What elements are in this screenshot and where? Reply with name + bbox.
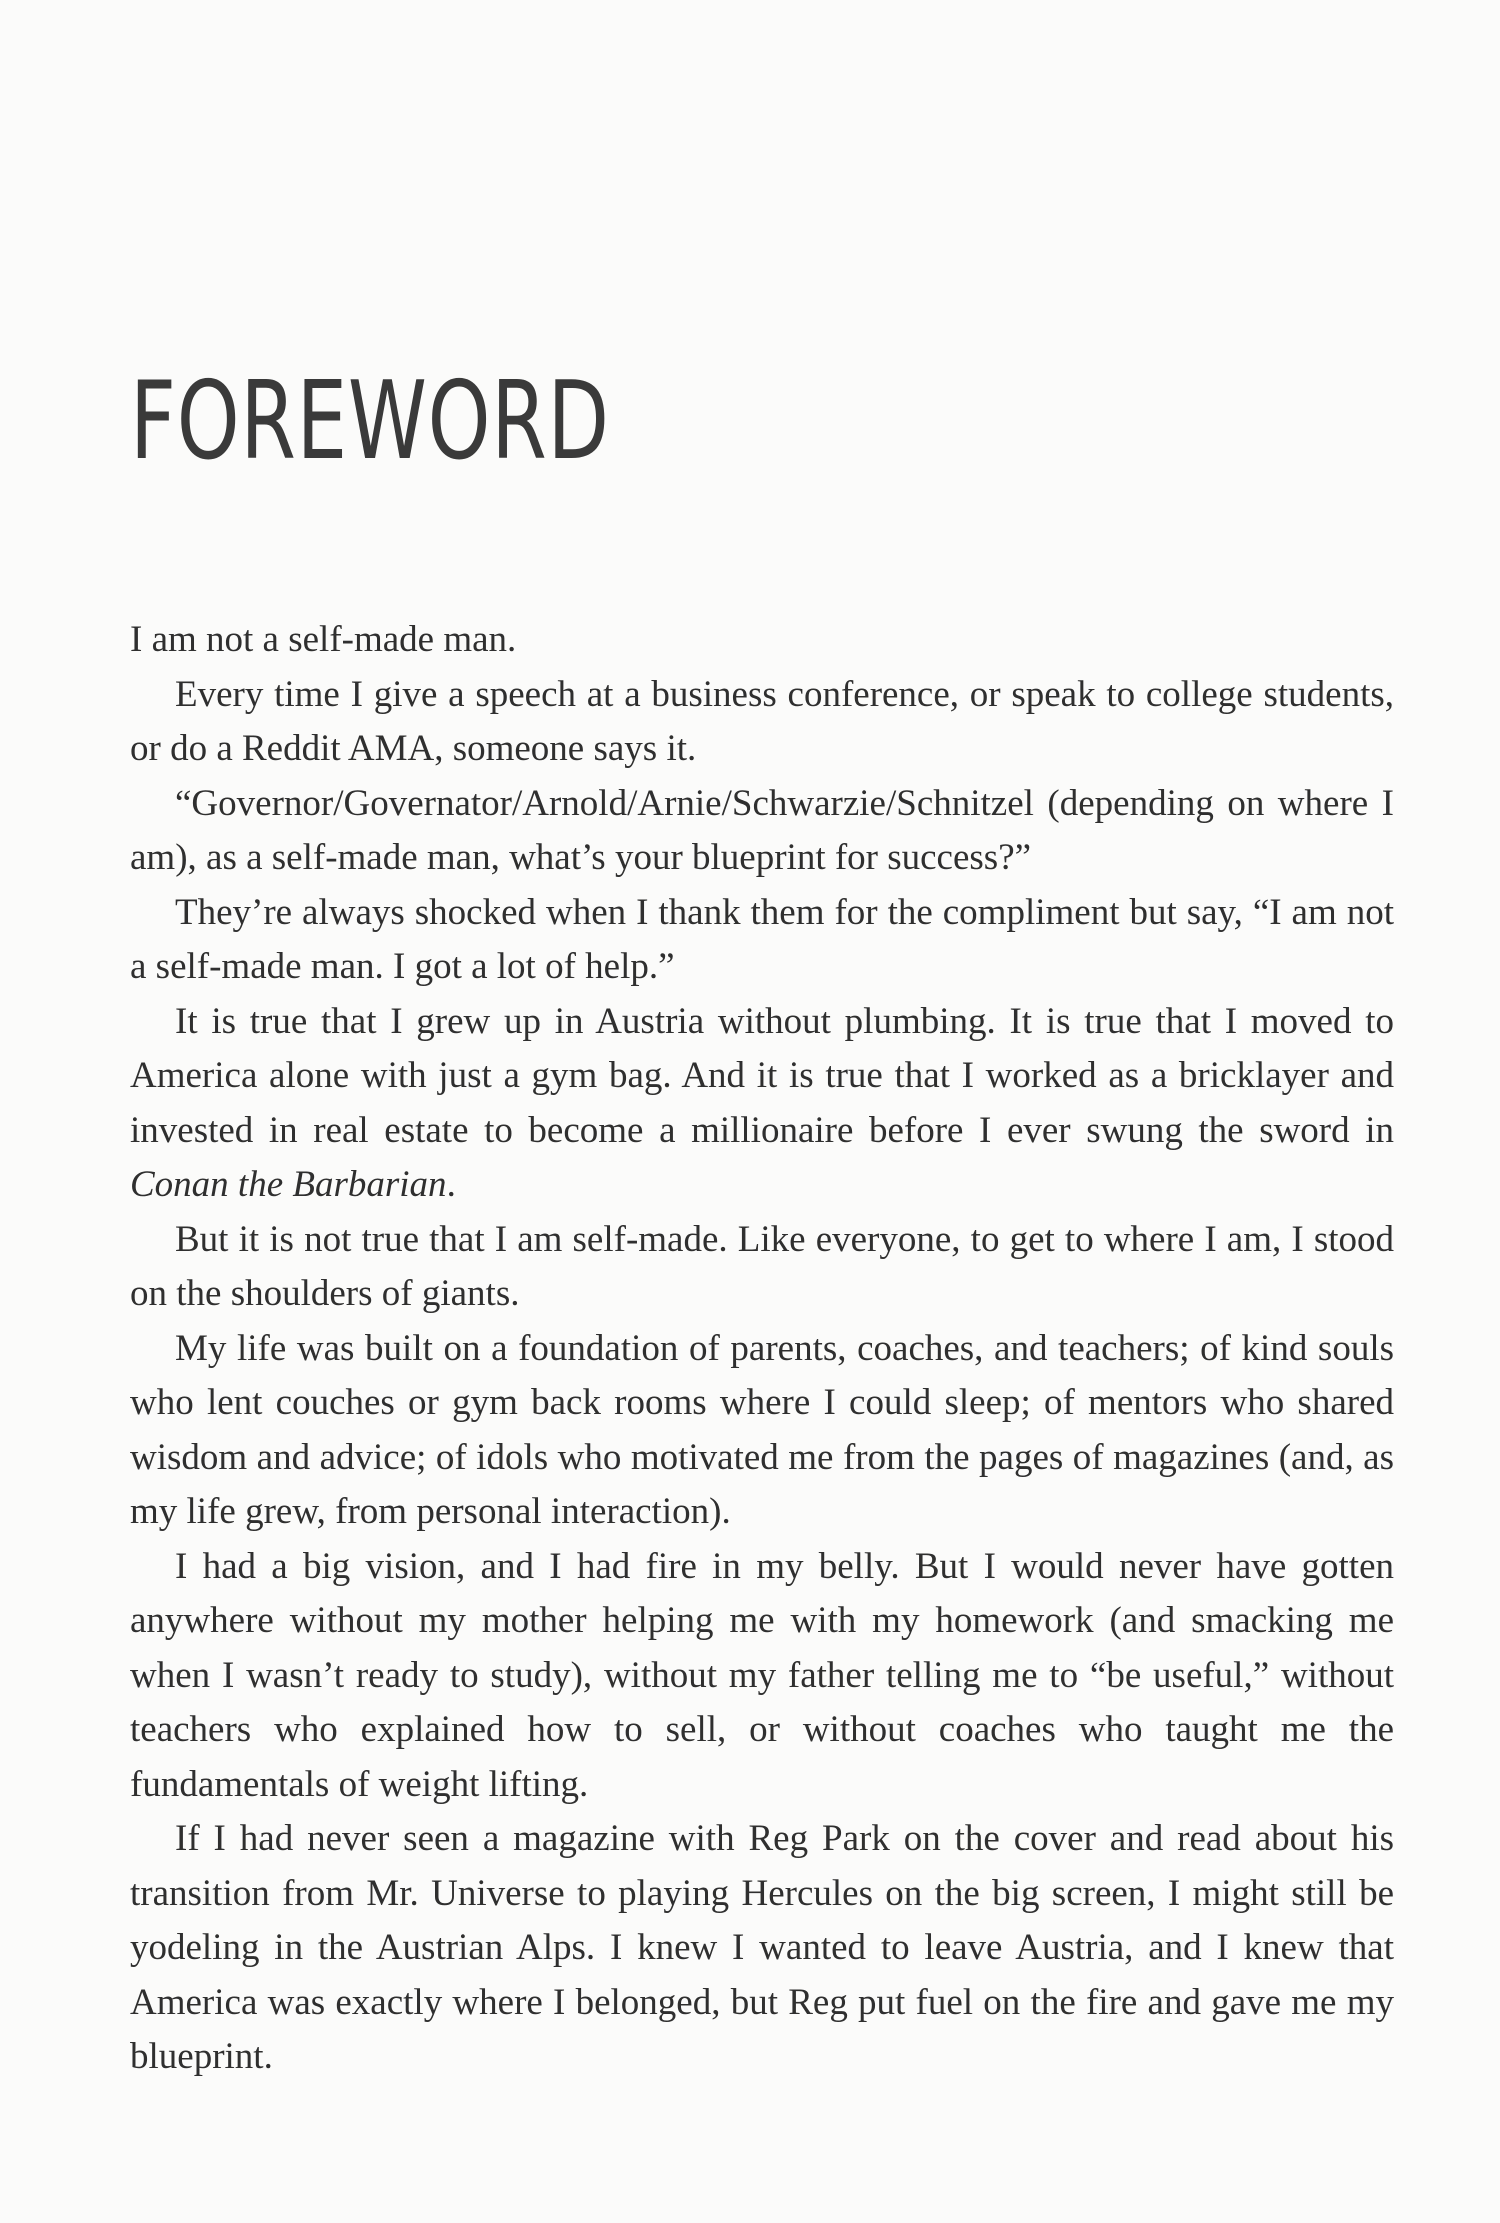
paragraph-text: It is true that I grew up in Austria without plumbing. It is true that I moved to America alone with just a gym bag. And it is true that I worked as a bricklayer and invested in real estate to become a millionaire before I ever swung the sword in <box>130 1000 1394 1151</box>
paragraph: Every time I give a speech at a business conference, or speak to college students, or do a Reddit AMA, someone says it. <box>130 673 1394 769</box>
film-title: Conan the Barbarian <box>130 1164 447 1205</box>
paragraph: I had a big vision, and I had fire in my belly. But I would never have gotten anywhere without my mother helping me with my homework (and smacking me when I wasn’t ready to study), without my father telling me to “be useful,” without teachers who explained how to sell, or without coaches who taught me the fundamentals of weight lifting. <box>130 1545 1394 1805</box>
chapter-title: FOREWORD <box>130 359 610 484</box>
paragraph: If I had never seen a magazine with Reg Park on the cover and read about his transition from Mr. Universe to playing Hercules on the big screen, I might still be yodeling in the Austrian Alps. I knew I wanted to leave Austria, and I knew that America was exactly where I belonged, but Reg put fuel on the fire and gave me my blueprint. <box>130 1818 1394 2077</box>
paragraph: My life was built on a foundation of parents, coaches, and teachers; of kind souls who lent couches or gym back rooms where I could sleep; of mentors who shared wisdom and advice; of idols who motivated me from the pages of magazines (and, as my life grew, from personal interaction). <box>130 1327 1394 1532</box>
paragraph: I am not a self-made man. <box>130 619 517 660</box>
paragraph: But it is not true that I am self-made. Like everyone, to get to where I am, I stood on the shoulders of giants. <box>130 1218 1394 1314</box>
paragraph-with-title <box>130 995 1394 1213</box>
paragraph-end: . <box>446 1164 456 1205</box>
paragraph: “Governor/Governator/Arnold/Arnie/Schwarzie/Schnitzel (depending on where I am), as a self-made man, what’s your blueprint for success?” <box>130 782 1394 878</box>
body-text <box>130 613 1394 2085</box>
paragraph: They’re always shocked when I thank them for the compliment but say, “I am not a self-made man. I got a lot of help.” <box>130 891 1394 987</box>
